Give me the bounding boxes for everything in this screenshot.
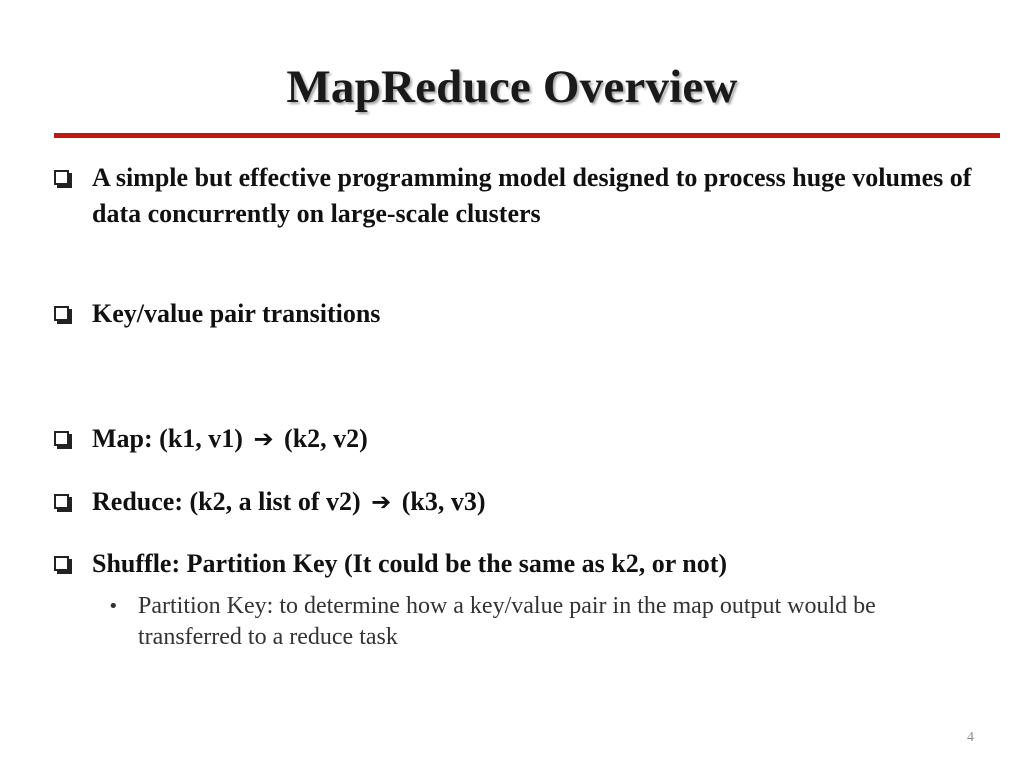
arrow-right-icon: ➔ [371,488,392,516]
title-divider [54,133,1000,138]
bullet-reduce-input: Reduce: (k2, a list of v2) [92,487,361,516]
bullet-map [52,421,972,457]
dot-bullet-icon: • [108,596,119,617]
bullet-map-output: (k2, v2) [284,424,368,453]
bullet-programming-model [52,160,972,232]
checkbox-bullet-icon [54,431,69,446]
bullet-text: Shuffle: Partition Key (It could be the same as k2, or not) [92,549,728,578]
checkbox-bullet-icon [54,494,69,509]
slide-title: MapReduce Overview [286,61,738,113]
bullet-key-value-transitions [52,296,972,332]
arrow-right-icon: ➔ [253,425,274,453]
bullet-map-input: Map: (k1, v1) [92,424,243,453]
checkbox-bullet-icon [54,306,69,321]
bullet-reduce [52,484,972,520]
bullet-text: A simple but effective programming model designed to process huge volumes of data concurrently on large-scale clusters [92,163,972,228]
sub-bullet-text: Partition Key: to determine how a key/value pair in the map output would be transferred to a reduce task [138,593,876,650]
bullet-reduce-output: (k3, v3) [401,487,486,516]
sub-bullet-partition-key [108,591,968,653]
page-number: 4 [967,730,974,745]
checkbox-bullet-icon [54,170,69,185]
checkbox-bullet-icon [54,556,69,571]
bullet-shuffle [52,546,972,582]
bullet-text: Key/value pair transitions [92,299,381,328]
